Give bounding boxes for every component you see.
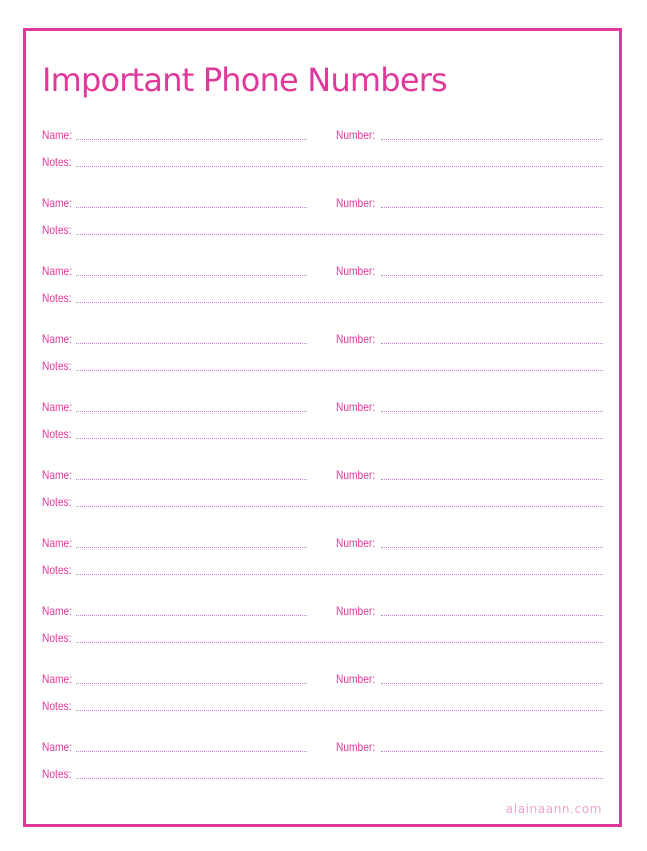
notes-field[interactable] <box>42 151 603 169</box>
number-blank-line <box>381 139 603 140</box>
name-label: Name: <box>42 332 73 346</box>
number-blank-line <box>381 751 603 752</box>
entry-row-bottom <box>42 627 603 645</box>
number-field[interactable] <box>336 192 603 210</box>
name-field[interactable] <box>42 124 307 142</box>
notes-field[interactable] <box>42 491 603 509</box>
entry-row-bottom <box>42 763 603 781</box>
name-blank-line <box>76 751 307 752</box>
notes-field[interactable] <box>42 355 603 373</box>
notes-label: Notes: <box>42 563 72 577</box>
page-title: Important Phone Numbers <box>42 61 447 99</box>
notes-blank-line <box>76 778 603 779</box>
name-label: Name: <box>42 468 73 482</box>
notes-blank-line <box>76 166 603 167</box>
phone-entry-list <box>42 124 603 804</box>
notes-field[interactable] <box>42 287 603 305</box>
entry-row-top <box>42 192 603 210</box>
name-field[interactable] <box>42 736 307 754</box>
entry-row-top <box>42 668 603 686</box>
notes-blank-line <box>76 370 603 371</box>
entry-row-bottom <box>42 559 603 577</box>
phone-entry <box>42 668 603 736</box>
name-label: Name: <box>42 264 73 278</box>
number-field[interactable] <box>336 736 603 754</box>
name-field[interactable] <box>42 260 307 278</box>
entry-row-bottom <box>42 287 603 305</box>
name-field[interactable] <box>42 600 307 618</box>
name-blank-line <box>76 683 307 684</box>
name-blank-line <box>76 479 307 480</box>
number-blank-line <box>381 615 603 616</box>
name-field[interactable] <box>42 192 307 210</box>
name-blank-line <box>76 547 307 548</box>
footer-website: alainaann.com <box>505 802 602 816</box>
entry-row-top <box>42 396 603 414</box>
name-field[interactable] <box>42 464 307 482</box>
notes-field[interactable] <box>42 423 603 441</box>
entry-row-bottom <box>42 423 603 441</box>
entry-row-bottom <box>42 695 603 713</box>
number-field[interactable] <box>336 396 603 414</box>
name-blank-line <box>76 275 307 276</box>
notes-field[interactable] <box>42 219 603 237</box>
entry-row-bottom <box>42 491 603 509</box>
notes-label: Notes: <box>42 291 72 305</box>
name-field[interactable] <box>42 532 307 550</box>
notes-label: Notes: <box>42 767 72 781</box>
notes-label: Notes: <box>42 359 72 373</box>
notes-blank-line <box>76 574 603 575</box>
name-label: Name: <box>42 128 73 142</box>
entry-row-top <box>42 328 603 346</box>
name-blank-line <box>76 343 307 344</box>
number-label: Number: <box>336 536 376 550</box>
number-field[interactable] <box>336 328 603 346</box>
number-label: Number: <box>336 672 376 686</box>
name-blank-line <box>76 615 307 616</box>
name-field[interactable] <box>42 396 307 414</box>
phone-entry <box>42 600 603 668</box>
notes-field[interactable] <box>42 627 603 645</box>
number-blank-line <box>381 275 603 276</box>
phone-entry <box>42 192 603 260</box>
notes-field[interactable] <box>42 559 603 577</box>
phone-entry <box>42 736 603 804</box>
notes-blank-line <box>76 642 603 643</box>
name-label: Name: <box>42 604 73 618</box>
number-field[interactable] <box>336 668 603 686</box>
entry-row-top <box>42 736 603 754</box>
phone-entry <box>42 464 603 532</box>
entry-row-top <box>42 600 603 618</box>
number-label: Number: <box>336 400 376 414</box>
entry-row-bottom <box>42 219 603 237</box>
number-label: Number: <box>336 196 376 210</box>
number-blank-line <box>381 683 603 684</box>
notes-label: Notes: <box>42 495 72 509</box>
name-blank-line <box>76 411 307 412</box>
entry-row-bottom <box>42 355 603 373</box>
number-blank-line <box>381 479 603 480</box>
number-blank-line <box>381 411 603 412</box>
phone-entry <box>42 260 603 328</box>
notes-blank-line <box>76 234 603 235</box>
number-blank-line <box>381 343 603 344</box>
notes-field[interactable] <box>42 763 603 781</box>
name-blank-line <box>76 207 307 208</box>
number-label: Number: <box>336 604 376 618</box>
number-label: Number: <box>336 740 376 754</box>
notes-blank-line <box>76 506 603 507</box>
entry-row-top <box>42 124 603 142</box>
notes-blank-line <box>76 438 603 439</box>
name-label: Name: <box>42 672 73 686</box>
notes-blank-line <box>76 710 603 711</box>
number-field[interactable] <box>336 124 603 142</box>
notes-label: Notes: <box>42 631 72 645</box>
notes-label: Notes: <box>42 155 72 169</box>
name-field[interactable] <box>42 668 307 686</box>
name-label: Name: <box>42 400 73 414</box>
number-blank-line <box>381 207 603 208</box>
number-label: Number: <box>336 468 376 482</box>
number-field[interactable] <box>336 464 603 482</box>
entry-row-top <box>42 260 603 278</box>
entry-row-top <box>42 464 603 482</box>
name-label: Name: <box>42 196 73 210</box>
phone-entry <box>42 396 603 464</box>
name-field[interactable] <box>42 328 307 346</box>
number-label: Number: <box>336 332 376 346</box>
phone-entry <box>42 532 603 600</box>
name-blank-line <box>76 139 307 140</box>
notes-label: Notes: <box>42 223 72 237</box>
number-field[interactable] <box>336 532 603 550</box>
number-field[interactable] <box>336 600 603 618</box>
name-label: Name: <box>42 536 73 550</box>
phone-entry <box>42 124 603 192</box>
notes-label: Notes: <box>42 427 72 441</box>
entry-row-top <box>42 532 603 550</box>
number-label: Number: <box>336 264 376 278</box>
phone-entry <box>42 328 603 396</box>
entry-row-bottom <box>42 151 603 169</box>
name-label: Name: <box>42 740 73 754</box>
notes-label: Notes: <box>42 699 72 713</box>
notes-field[interactable] <box>42 695 603 713</box>
notes-blank-line <box>76 302 603 303</box>
number-field[interactable] <box>336 260 603 278</box>
number-blank-line <box>381 547 603 548</box>
number-label: Number: <box>336 128 376 142</box>
